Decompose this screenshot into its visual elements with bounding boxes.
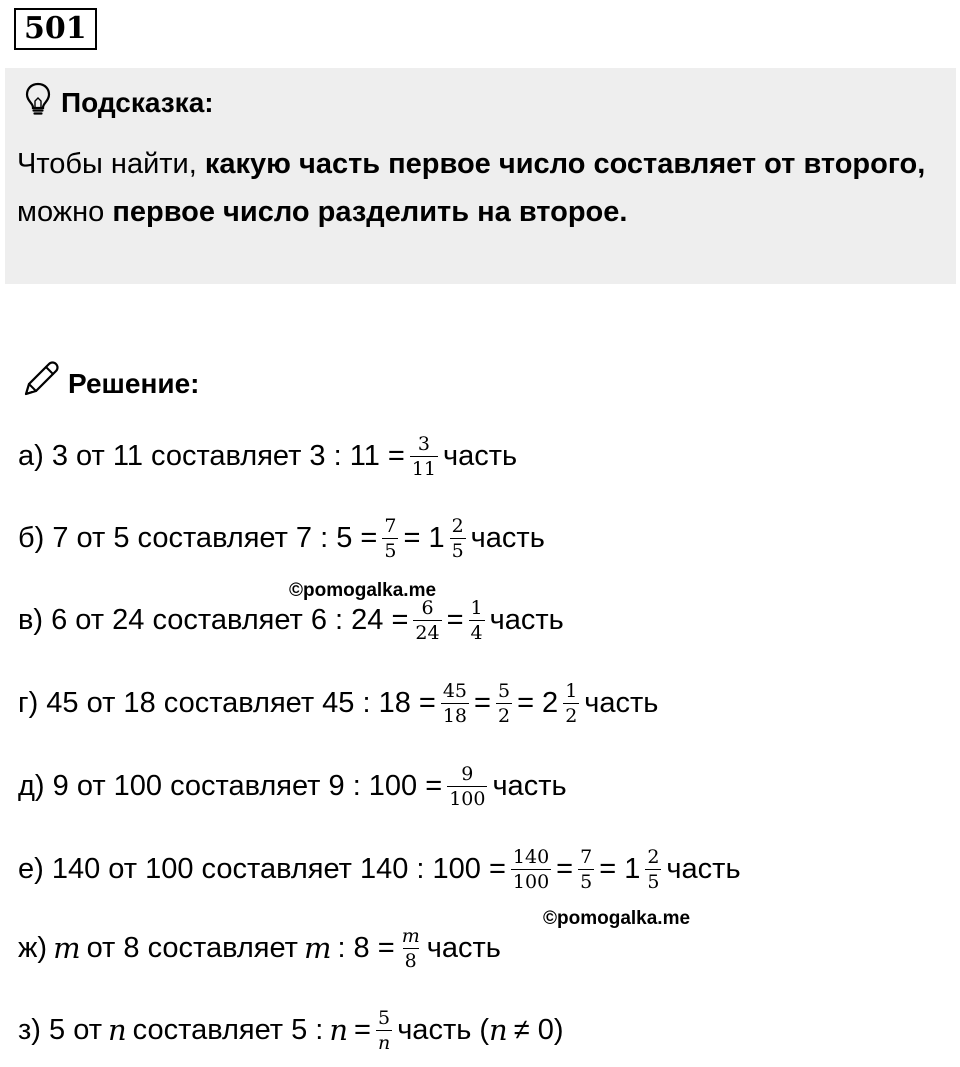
fraction: $\frac{6}{24}$ [415,596,440,644]
line-tail: часть [443,439,518,472]
task-number: 501 [14,8,97,50]
watermark: ©pomogalka.me [289,580,437,601]
line-text: : 8 = [337,931,395,964]
line-tail: часть [666,852,741,885]
hint-text-bold: какую часть первое число составляет от второго, [204,148,926,180]
fraction: $\frac{2}{5}$ [451,514,464,562]
line-tail: часть [470,521,545,554]
line-text: а) 3 от 11 составляет 3 : 11 = [18,439,405,472]
line-text: е) 140 от 100 составляет 140 : 100 = [18,852,506,885]
lightbulb-icon [25,82,51,123]
solution-line-v [18,590,564,650]
fraction: $\frac{5}{n}$ [377,1006,391,1054]
variable: n [489,1013,508,1047]
line-text: д) 9 от 100 составляет 9 : 100 = [18,769,443,802]
fraction: $\frac{7}{5}$ [384,514,397,562]
watermark: ©pomogalka.me [543,908,691,929]
equals: = 2 [517,686,559,719]
line-text: от 8 составляет [86,931,298,964]
line-text: ж) [18,931,48,964]
equals: = 1 [403,521,445,554]
solution-line-zh [18,918,501,978]
line-text: з) 5 от [18,1013,102,1046]
hint-box [5,68,956,284]
hint-text-part: Чтобы найти, [17,148,205,180]
fraction: $\frac{2}{5}$ [647,845,660,893]
line-tail: часть [492,769,567,802]
line-text: г) 45 от 18 составляет 45 : 18 = [18,686,436,719]
line-text: в) 6 от 24 составляет 6 : 24 = [18,603,409,636]
solution-line-a [18,426,517,486]
fraction: $\frac{1}{2}$ [565,679,578,727]
variable: n [107,1013,127,1047]
line-text: составляет 5 : [132,1013,324,1046]
solution-title [20,360,199,407]
fraction: $\frac{7}{5}$ [580,845,593,893]
hint-text-part: можно [17,196,113,228]
variable: m [303,931,332,965]
pencil-icon [20,360,60,407]
line-tail: часть [489,603,564,636]
variable: m [53,931,81,965]
solution-line-b [18,508,545,568]
fraction: $\frac{m}{8}$ [401,924,420,972]
solution-line-e [18,839,741,899]
solution-title-text: Решение: [68,367,200,399]
fraction: $\frac{3}{11}$ [411,432,437,480]
hint-title [25,82,214,123]
line-tail: часть [426,931,501,964]
hint-text-bold: первое число разделить на второе. [112,196,628,228]
condition: ≠ 0) [513,1013,564,1046]
fraction: $\frac{45}{18}$ [442,679,468,727]
solution-line-z [18,1000,564,1060]
hint-title-text: Подсказка: [61,86,214,118]
solution-line-d [18,756,567,816]
equals: = [474,686,491,719]
equals: = [446,603,464,636]
variable: n [329,1013,349,1047]
equals: = 1 [599,852,641,885]
line-tail: часть [584,686,659,719]
line-tail: часть ( [397,1013,490,1046]
fraction: $\frac{140}{100}$ [512,845,550,893]
fraction: $\frac{9}{100}$ [449,762,486,810]
equals: = [556,852,574,885]
hint-text [17,140,937,236]
fraction: $\frac{5}{2}$ [497,679,511,727]
fraction: $\frac{1}{4}$ [470,596,483,644]
line-text: = [354,1013,371,1046]
line-text: б) 7 от 5 составляет 7 : 5 = [18,521,378,554]
solution-line-g [18,673,658,733]
